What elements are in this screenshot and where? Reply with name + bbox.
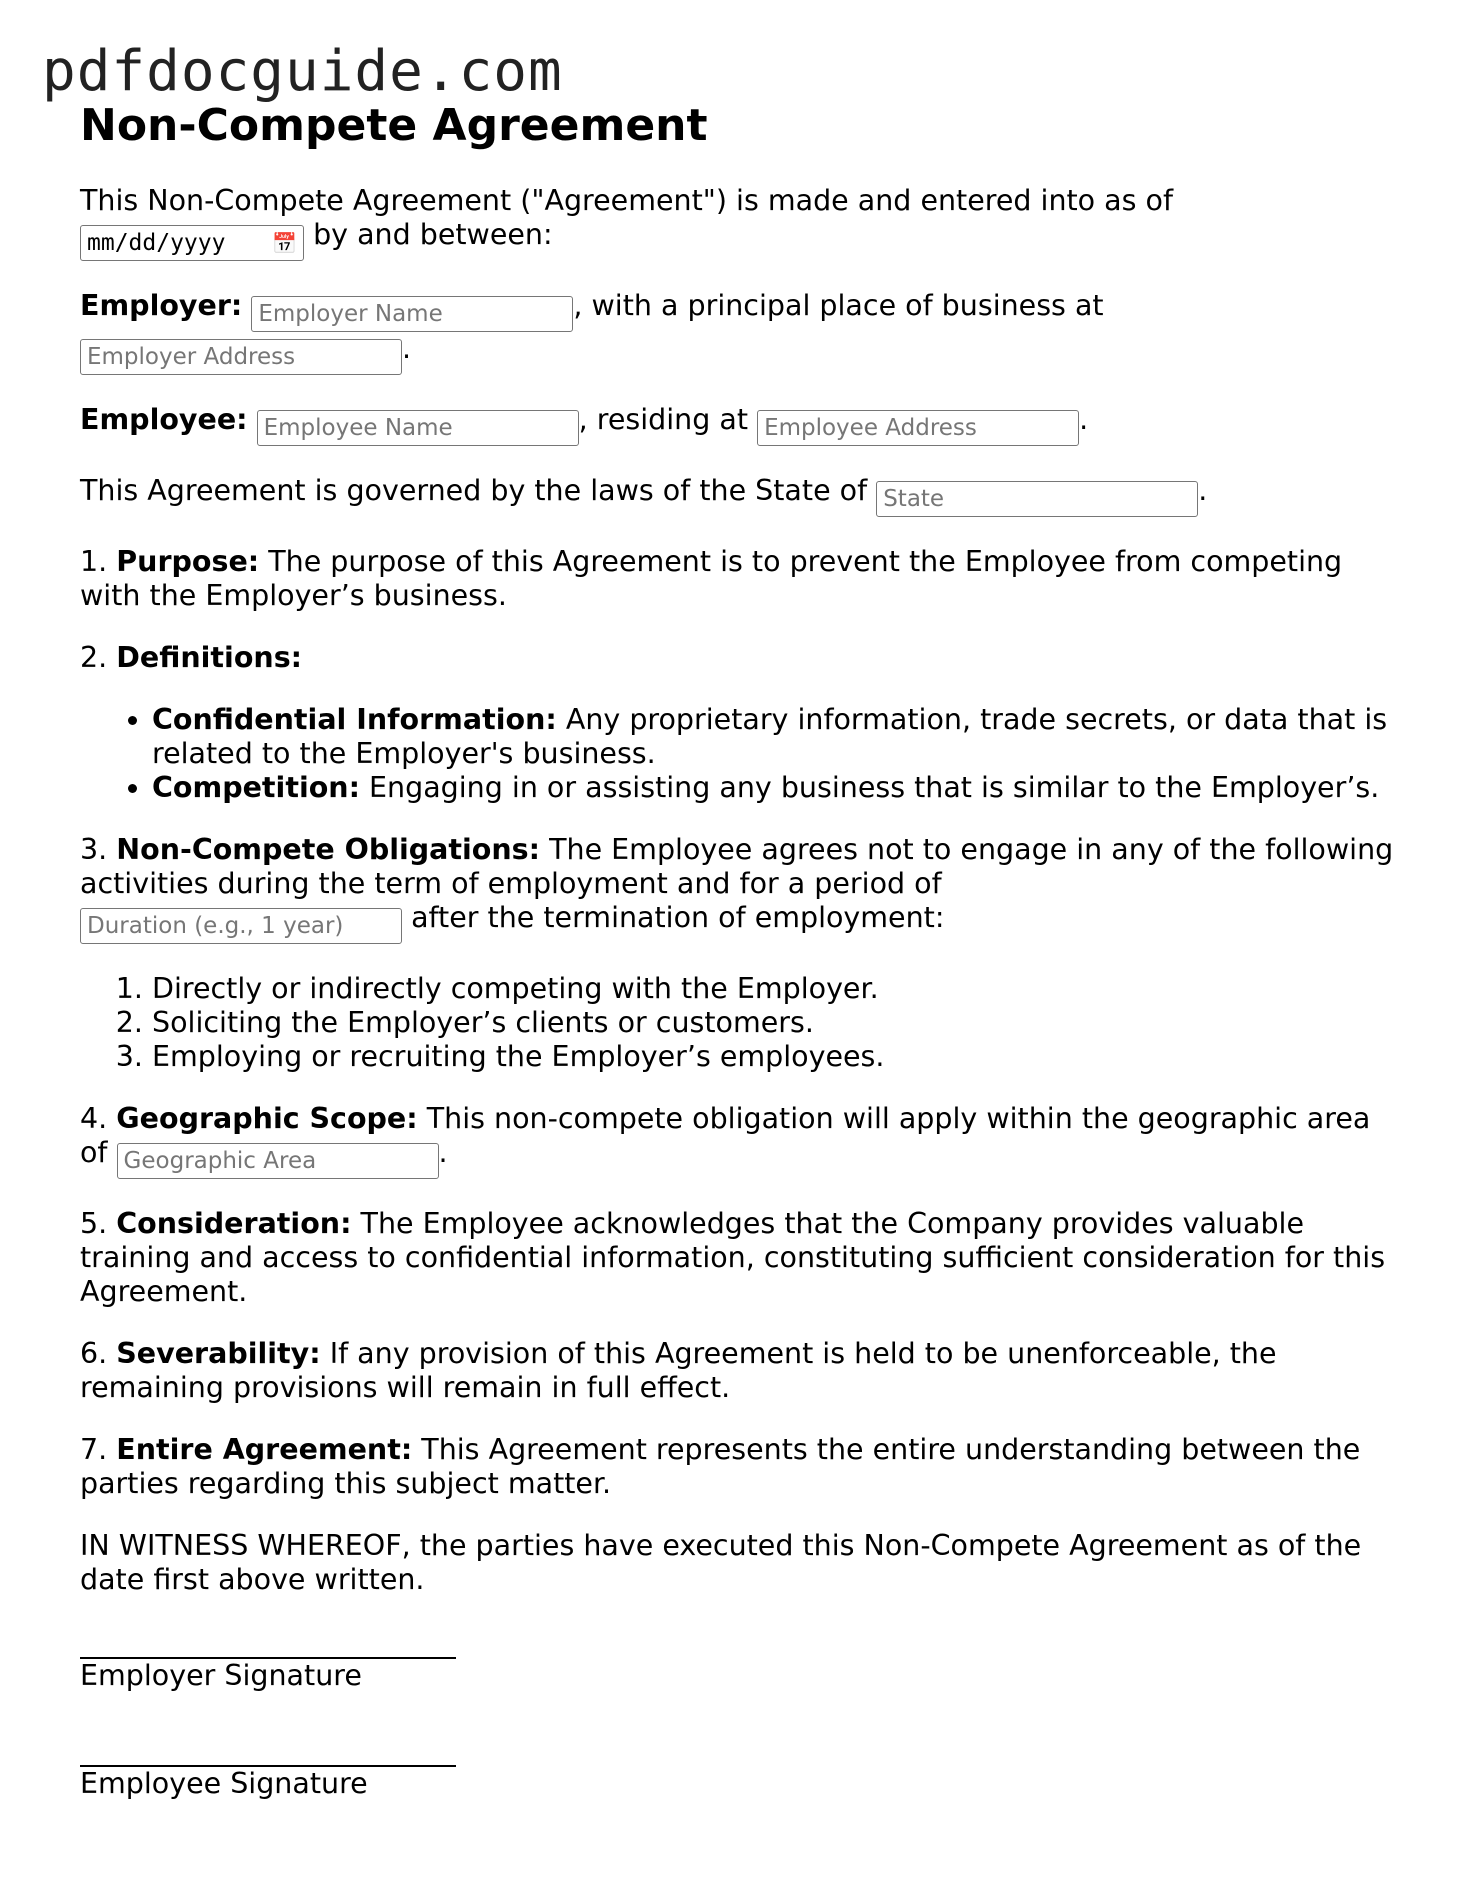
employee-signature-label: Employee Signature: [80, 1767, 368, 1800]
section-heading: Purpose:: [116, 545, 260, 578]
section-heading: Non-Compete Obligations:: [116, 833, 541, 866]
section-heading: Severability:: [116, 1337, 321, 1370]
definition-term: Confidential Information:: [152, 703, 557, 736]
section-number: 4.: [80, 1102, 108, 1135]
section-obligations: [80, 833, 1400, 944]
date-placeholder: mm/dd/yyyy: [87, 230, 226, 256]
state-input[interactable]: [876, 481, 1198, 517]
list-item: [152, 703, 1400, 771]
geographic-end-text: .: [438, 1136, 448, 1169]
section-number: 6.: [80, 1337, 108, 1370]
employer-signature-label: Employer Signature: [80, 1659, 362, 1692]
section-text-after: after the termination of employment:: [411, 901, 945, 934]
witness-paragraph: IN WITNESS WHEREOF, the parties have executed this Non-Compete Agreement as of the date first above written.: [80, 1529, 1362, 1596]
watermark: pdfdocguide.com: [42, 39, 563, 104]
employee-signature-line[interactable]: [80, 1733, 456, 1767]
duration-input[interactable]: [80, 908, 402, 944]
employee-address-input[interactable]: [757, 410, 1079, 446]
section-consideration: [80, 1207, 1400, 1309]
employee-end-text: .: [1079, 403, 1089, 436]
section-text: This non-compete obligation will apply within the geographic area of: [80, 1102, 1371, 1169]
employer-end-text: .: [402, 332, 412, 365]
definitions-list: [80, 703, 1400, 805]
employer-label: Employer:: [80, 289, 243, 322]
section-text: The Employee acknowledges that the Company provides valuable training and access to confidential information, constituting sufficient consideration for this Agreement.: [80, 1207, 1386, 1308]
obligations-list: [80, 972, 1400, 1074]
section-text: The Employee agrees not to engage in any of the following activities during the term of employment and for a period of: [80, 833, 1394, 900]
employer-name-input[interactable]: [251, 296, 573, 332]
calendar-icon[interactable]: 📅: [272, 231, 297, 255]
section-severability: [80, 1337, 1400, 1405]
intro-text: This Non-Compete Agreement ("Agreement") is made and entered into as of: [80, 184, 1174, 217]
section-entire-agreement: [80, 1433, 1400, 1501]
document-page: [80, 100, 1400, 1841]
section-heading: Definitions:: [116, 641, 303, 674]
definition-term: Competition:: [152, 771, 360, 804]
section-geographic: [80, 1102, 1400, 1179]
section-number: 3.: [80, 833, 108, 866]
intro-text-after: by and between:: [313, 218, 553, 251]
geographic-area-input[interactable]: [117, 1143, 439, 1179]
definition-text: Any proprietary information, trade secrets, or data that is related to the Employer's business.: [152, 703, 1388, 770]
section-heading: Geographic Scope:: [116, 1102, 418, 1135]
employer-signature-line[interactable]: [80, 1625, 456, 1659]
section-number: 7.: [80, 1433, 108, 1466]
section-number: 1.: [80, 545, 108, 578]
employer-signature-block: [80, 1625, 1400, 1693]
governing-text: This Agreement is governed by the laws of the State of: [80, 474, 868, 507]
employer-paragraph: [80, 289, 1400, 375]
section-number: 2.: [80, 641, 108, 674]
list-item: 2. Soliciting the Employer’s clients or customers.: [152, 1006, 1400, 1040]
section-text: This Agreement represents the entire understanding between the parties regarding this subject matter.: [80, 1433, 1361, 1500]
governing-end-text: .: [1198, 474, 1208, 507]
list-item: 1. Directly or indirectly competing with the Employer.: [152, 972, 1400, 1006]
section-heading: Entire Agreement:: [116, 1433, 413, 1466]
employer-middle-text: , with a principal place of business at: [573, 289, 1104, 322]
list-item: 3. Employing or recruiting the Employer’s employees.: [152, 1040, 1400, 1074]
agreement-date-input[interactable]: [80, 225, 304, 261]
list-item: [152, 771, 1400, 805]
section-text: If any provision of this Agreement is held to be unenforceable, the remaining provisions will remain in full effect.: [80, 1337, 1277, 1404]
definition-text: Engaging in or assisting any business that is similar to the Employer’s.: [369, 771, 1380, 804]
employer-address-input[interactable]: [80, 339, 402, 375]
employee-name-input[interactable]: [257, 410, 579, 446]
employee-paragraph: [80, 403, 1400, 446]
section-purpose: [80, 545, 1400, 613]
page-title: Non-Compete Agreement: [80, 100, 708, 151]
section-text: The purpose of this Agreement is to prevent the Employee from competing with the Employer’s business.: [80, 545, 1343, 612]
intro-paragraph: [80, 184, 1400, 261]
employee-middle-text: , residing at: [578, 403, 748, 436]
employee-label: Employee:: [80, 403, 248, 436]
section-heading: Consideration:: [116, 1207, 352, 1240]
section-definitions: [80, 641, 1400, 675]
governing-paragraph: [80, 474, 1400, 517]
section-number: 5.: [80, 1207, 108, 1240]
employee-signature-block: [80, 1733, 1400, 1801]
